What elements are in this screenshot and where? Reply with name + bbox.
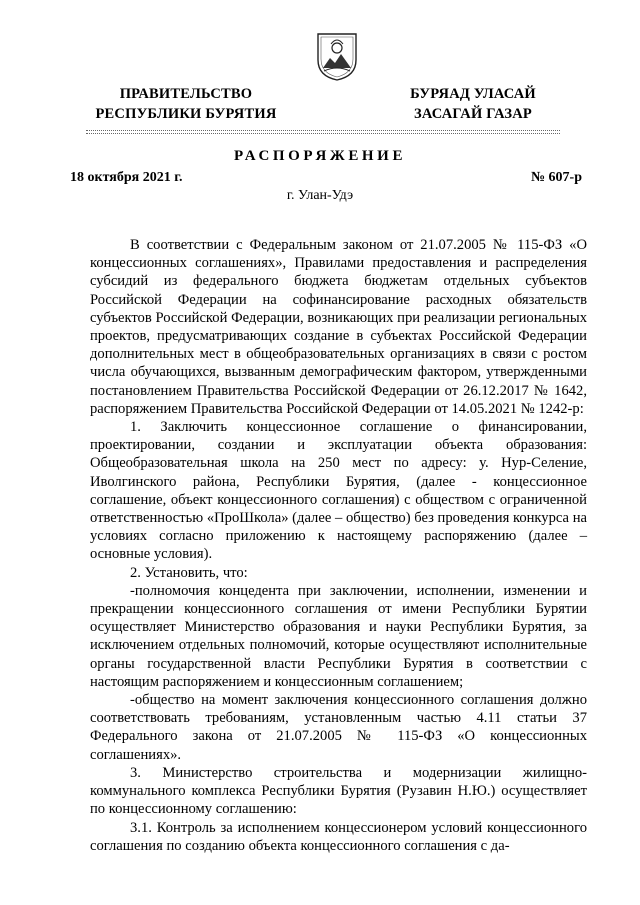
body-paragraph-item-3-1: 3.1. Контроль за исполнением концессионером условий концессионного соглашения по созданию объекта концессионного соглашения с да- (90, 819, 587, 854)
body-paragraph-preamble: В соответствии с Федеральным законом от 21.07.2005 № 115-ФЗ «О концессионных соглашениях», Правилами предоставления и распределения субсидий из федерального бюджета бюджетам отдельных субъектов Российской Федерации на софинансирование расходных обязательств субъектов Российской Федерации, возникающих при реализации региональных проектов, предусматривающих создание в субъектах Российской Федерации дополнительных мест в общеобразовательных организациях в связи с ростом числа обучающихся, вызванным демографическим фактором, утвержденными постановлением Правительства Российской Федерации от 26.12.2017 № 1642, распоряжением Правительства Российской Федерации от 14.05.2021 № 1242-р: (90, 237, 587, 417)
coat-of-arms-emblem (314, 30, 360, 82)
government-name-buryat (388, 84, 558, 124)
document-title: РАСПОРЯЖЕНИЕ (233, 148, 407, 164)
document-date: 18 октября 2021 г. (70, 170, 183, 185)
document-city: г. Улан-Удэ (286, 188, 354, 203)
document-number: № 607-р (530, 170, 582, 185)
body-paragraph-item-2: 2. Установить, что: (130, 564, 248, 581)
header-right-line-2: ЗАСАГАЙ ГАЗАР (414, 106, 532, 122)
body-paragraph-item-2-point-a: -полномочия концедента при заключении, исполнении, изменении и прекращении концессионного соглашения от имени Республики Бурятии осуществляет Министерство образования и науки Республики Бурятия, за исключением отдельных полномочий, которые осуществляют исполнительные органы государственной власти Республики Бурятия в соответствии с настоящим распоряжением и концессионным соглашением; (90, 582, 587, 690)
header-divider (86, 130, 560, 131)
body-paragraph-item-1: 1. Заключить концессионное соглашение о финансировании, проектировании, создании и эксплуатации объекта образования: Общеобразовательная школа на 250 мест по адресу: у. Нур-Селение, Иволгинского района, Республики Бурятия, (далее - концессионное соглашение, объект концессионного соглашения) с обществом с ограниченной ответственностью «ПроШкола» (далее – общество) без проведения конкурса на условиях согласно приложению к настоящему распоряжению (далее – основные условия). (90, 419, 587, 563)
body-paragraph-item-3: 3. Министерство строительства и модернизации жилищно-коммунального комплекса Республики Бурятия (Рузавин Н.Ю.) осуществляет по концессионному соглашению: (90, 764, 587, 818)
government-name-russian (86, 84, 286, 124)
header-left-line-1: ПРАВИТЕЛЬСТВО (119, 86, 253, 102)
body-paragraph-item-2-point-b: -общество на момент заключения концессионного соглашения должно соответствовать требованиям, установленным частью 4.11 статьи 37 Федерального закона от 21.07.2005 № 115-ФЗ «О концессионных соглашениях». (90, 692, 587, 763)
header-left-line-2: РЕСПУБЛИКИ БУРЯТИЯ (95, 106, 277, 122)
header-divider-secondary (86, 133, 560, 134)
header-right-line-1: БУРЯАД УЛАСАЙ (410, 86, 536, 102)
document-body (90, 236, 587, 855)
